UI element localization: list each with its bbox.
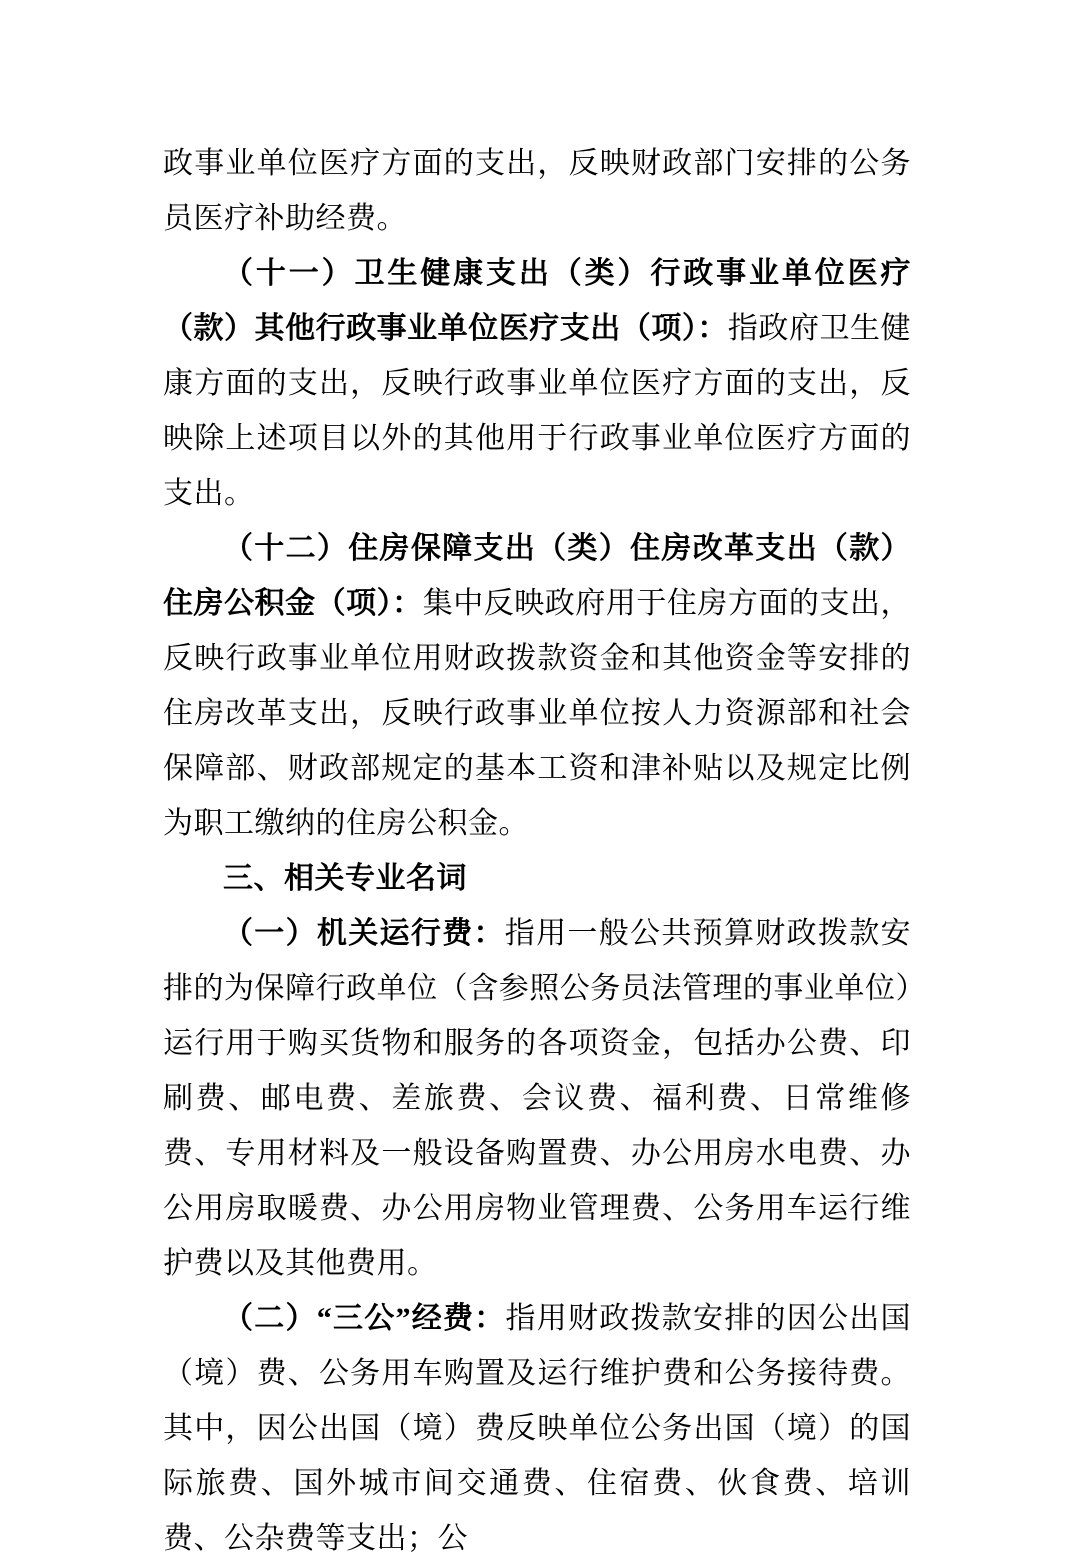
item-12-definition: 集中反映政府用于住房方面的支出，反映行政事业单位用财政拨款资金和其他资金等安排的住房改革支出，反映行政事业单位按人力资源部和社会保障部、财政部规定的基本工资和津补贴以及规定比例为职工缴纳的住房公积金。 <box>163 587 911 840</box>
paragraph-item-11 <box>163 246 911 521</box>
paragraph-term-2 <box>163 1291 911 1566</box>
paragraph-item-12 <box>163 521 911 851</box>
item-11-term: （十一）卫生健康支出（类）行政事业单位医疗（款）其他行政事业单位医疗支出（项）： <box>163 257 911 345</box>
paragraph-continuation: 政事业单位医疗方面的支出，反映财政部门安排的公务员医疗补助经费。 <box>163 147 911 235</box>
term-2-definition: 指用财政拨款安排的因公出国（境）费、公务用车购置及运行维护费和公务接待费。其中，因公出国（境）费反映单位公务出国（境）的国际旅费、国外城市间交通费、住宿费、伙食费、培训费、公杂费等支出；公 <box>163 1302 911 1555</box>
paragraph-term-1 <box>163 906 911 1291</box>
term-1-name: （一）机关运行费： <box>223 917 505 950</box>
term-2-name: （二）“三公”经费： <box>223 1302 506 1335</box>
term-1-definition: 指用一般公共预算财政拨款安排的为保障行政单位（含参照公务员法管理的事业单位）运行用于购买货物和服务的各项资金，包括办公费、印刷费、邮电费、差旅费、会议费、福利费、日常维修费、专用材料及一般设备购置费、办公用房水电费、办公用房取暖费、办公用房物业管理费、公务用车运行维护费以及其他费用。 <box>163 917 912 1280</box>
item-11-definition: 指政府卫生健康方面的支出，反映行政事业单位医疗方面的支出，反映除上述项目以外的其他用于行政事业单位医疗方面的支出。 <box>163 312 912 510</box>
item-12-term: （十二）住房保障支出（类）住房改革支出（款）住房公积金（项）： <box>163 532 911 620</box>
section-heading: 三、相关专业名词 <box>223 862 467 895</box>
